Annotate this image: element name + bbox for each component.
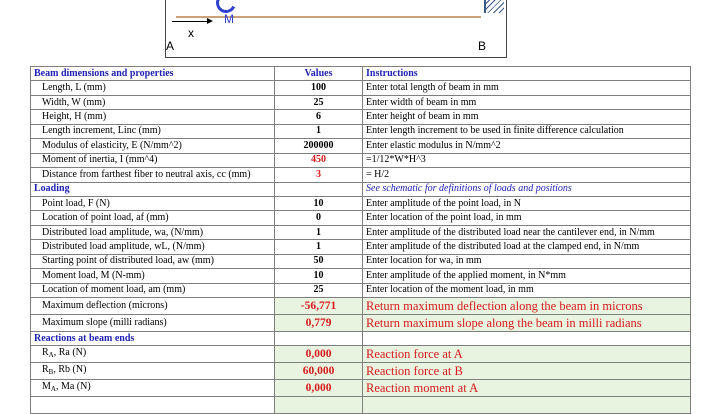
table-row	[31, 211, 691, 225]
cell-value[interactable]	[275, 182, 363, 196]
cell-label[interactable]: Modulus of elasticity, E (N/mm^2)	[31, 139, 275, 153]
result-row	[31, 315, 691, 332]
reaction-subscript: A	[48, 351, 54, 360]
cell-label[interactable]: Height, H (mm)	[31, 110, 275, 124]
cell-label[interactable]: Moment load, M (N-mm)	[31, 269, 275, 283]
reaction-instruction[interactable]: Reaction force at A	[363, 346, 691, 363]
result-label[interactable]: Maximum deflection (microns)	[31, 298, 275, 315]
cell-value[interactable]: 25	[275, 283, 363, 297]
cell-value[interactable]: 50	[275, 254, 363, 268]
table-row	[31, 269, 691, 283]
reaction-instruction[interactable]: Reaction force at B	[363, 363, 691, 380]
cell-value[interactable]	[275, 397, 363, 414]
reaction-label-rest: , Ra (N)	[53, 347, 87, 359]
reaction-label[interactable]	[31, 380, 275, 397]
section-title-loading[interactable]: Loading	[31, 182, 275, 196]
cell-label[interactable]: Point load, F (N)	[31, 196, 275, 210]
reaction-symbol: M	[42, 381, 51, 393]
x-axis-arrow	[172, 21, 208, 22]
reaction-subscript: A	[50, 385, 56, 394]
table-row	[31, 110, 691, 124]
cell-value[interactable]	[275, 332, 363, 346]
cell-instruction[interactable]: Enter location of the point load, in mm	[363, 211, 691, 225]
cell-value[interactable]: 0	[275, 211, 363, 225]
result-value[interactable]: -56,771	[275, 298, 363, 315]
cell-label[interactable]: Distance from farthest fiber to neutral axis, cc (mm)	[31, 168, 275, 182]
cell-value[interactable]: 10	[275, 269, 363, 283]
reaction-row	[31, 346, 691, 363]
cell-instruction[interactable]: Enter amplitude of the point load, in N	[363, 196, 691, 210]
reaction-row	[31, 380, 691, 397]
clamped-wall	[484, 0, 504, 13]
reaction-value[interactable]: 60,000	[275, 363, 363, 380]
cell-label[interactable]: Distributed load amplitude, wa, (N/mm)	[31, 225, 275, 239]
cell-label[interactable]	[31, 397, 275, 414]
section-row-reactions	[31, 332, 691, 346]
cell-instruction[interactable]: Enter height of beam in mm	[363, 110, 691, 124]
reaction-instruction[interactable]: Reaction moment at A	[363, 380, 691, 397]
table-row	[31, 196, 691, 210]
cell-instruction[interactable]	[363, 397, 691, 414]
cell-value[interactable]: 1	[275, 240, 363, 254]
reaction-symbol: R	[42, 364, 49, 376]
cell-instruction[interactable]: Enter width of beam in mm	[363, 95, 691, 109]
cell-label[interactable]: Length increment, Linc (mm)	[31, 124, 275, 138]
table-row	[31, 225, 691, 239]
reaction-label-rest: , Rb (N)	[53, 364, 87, 376]
end-b-label: B	[478, 39, 487, 53]
reaction-row-partial	[31, 397, 691, 414]
cell-value[interactable]: 1	[275, 124, 363, 138]
table-row	[31, 124, 691, 138]
header-instructions[interactable]: Instructions	[363, 67, 691, 81]
section-row-loading	[31, 182, 691, 196]
cell-label[interactable]: Starting point of distributed load, aw (mm)	[31, 254, 275, 268]
header-values[interactable]: Values	[275, 67, 363, 81]
reaction-symbol: R	[42, 347, 49, 359]
table-row	[31, 81, 691, 95]
x-label: x	[188, 26, 194, 40]
cell-instruction[interactable]: Enter length increment to be used in finite difference calculation	[363, 124, 691, 138]
table-row	[31, 95, 691, 109]
result-label[interactable]: Maximum slope (milli radians)	[31, 315, 275, 332]
result-instruction[interactable]: Return maximum deflection along the beam in microns	[363, 298, 691, 315]
header-row	[31, 67, 691, 81]
cell-label[interactable]: Width, W (mm)	[31, 95, 275, 109]
beam-schematic	[165, 0, 507, 58]
cell-label[interactable]: Location of point load, af (mm)	[31, 211, 275, 225]
cell-value[interactable]: 1	[275, 225, 363, 239]
cell-value[interactable]: 6	[275, 110, 363, 124]
cell-instruction[interactable]	[363, 332, 691, 346]
table-row	[31, 168, 691, 182]
cell-label[interactable]: Distributed load amplitude, wL, (N/mm)	[31, 240, 275, 254]
cell-instruction[interactable]: Enter location of the moment load, in mm	[363, 283, 691, 297]
table-row	[31, 139, 691, 153]
cell-value[interactable]: 3	[275, 168, 363, 182]
reaction-label[interactable]	[31, 363, 275, 380]
cell-instruction[interactable]: Enter amplitude of the applied moment, in N*mm	[363, 269, 691, 283]
cell-instruction[interactable]: =1/12*W*H^3	[363, 153, 691, 167]
header-dimensions[interactable]: Beam dimensions and properties	[31, 67, 275, 81]
cell-instruction[interactable]: Enter location for wa, in mm	[363, 254, 691, 268]
result-value[interactable]: 0,779	[275, 315, 363, 332]
table-row	[31, 254, 691, 268]
cell-label[interactable]: Length, L (mm)	[31, 81, 275, 95]
cell-instruction[interactable]: Enter elastic modulus in N/mm^2	[363, 139, 691, 153]
reaction-label[interactable]	[31, 346, 275, 363]
cell-value[interactable]: 10	[275, 196, 363, 210]
reaction-label-rest: , Ma (N)	[55, 381, 91, 393]
moment-label: M	[224, 12, 234, 26]
cell-label[interactable]: Location of moment load, am (mm)	[31, 283, 275, 297]
cell-value[interactable]: 200000	[275, 139, 363, 153]
cell-instruction[interactable]: Enter amplitude of the distributed load near the cantilever end, in N/mm	[363, 225, 691, 239]
beam-sheet	[30, 66, 691, 414]
reaction-value[interactable]: 0,000	[275, 380, 363, 397]
cell-instruction[interactable]: Enter amplitude of the distributed load at the clamped end, in N/mm	[363, 240, 691, 254]
cell-label[interactable]: Moment of inertia, I (mm^4)	[31, 153, 275, 167]
end-a-label: A	[166, 39, 175, 53]
table-row	[31, 240, 691, 254]
section-title-reactions[interactable]: Reactions at beam ends	[31, 332, 275, 346]
reaction-row	[31, 363, 691, 380]
table-row	[31, 153, 691, 167]
cell-value[interactable]: 25	[275, 95, 363, 109]
reaction-value[interactable]: 0,000	[275, 346, 363, 363]
loading-note[interactable]: See schematic for definitions of loads and positions	[363, 182, 691, 196]
cell-instruction[interactable]: = H/2	[363, 168, 691, 182]
cell-value[interactable]: 450	[275, 153, 363, 167]
beam	[176, 16, 481, 18]
reaction-subscript: B	[48, 368, 54, 377]
cell-value[interactable]: 100	[275, 81, 363, 95]
cell-instruction[interactable]: Enter total length of beam in mm	[363, 81, 691, 95]
result-instruction[interactable]: Return maximum slope along the beam in milli radians	[363, 315, 691, 332]
result-row	[31, 298, 691, 315]
table-row	[31, 283, 691, 297]
